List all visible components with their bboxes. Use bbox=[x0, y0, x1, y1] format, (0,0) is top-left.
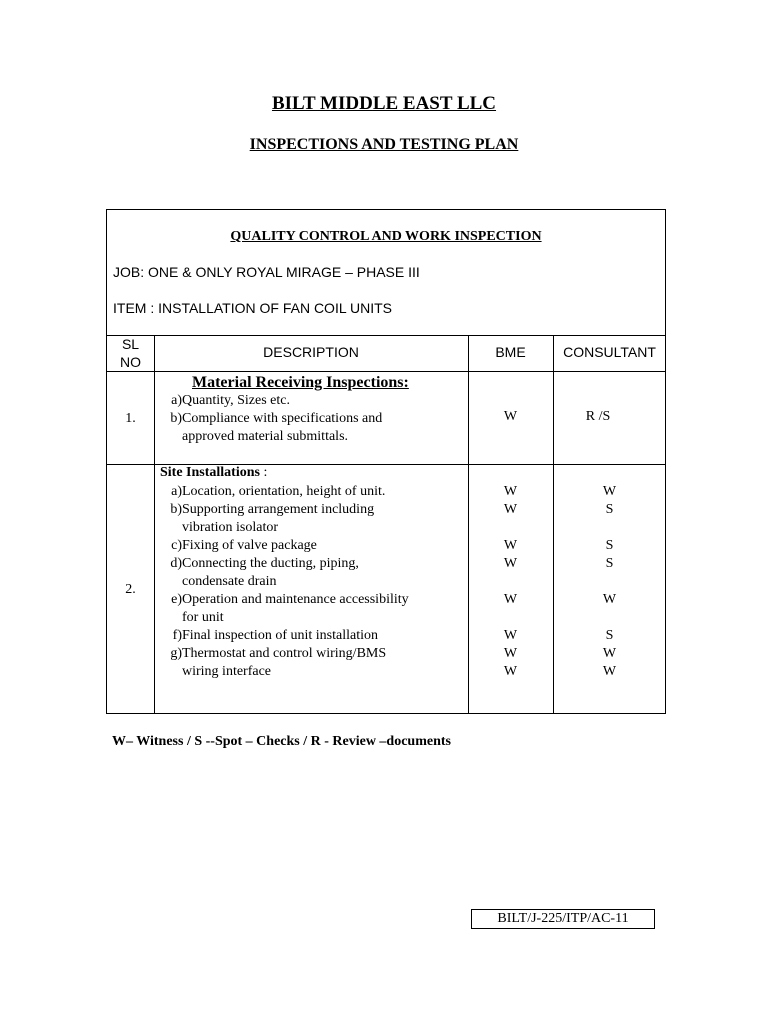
list-item-continuation: for unit bbox=[182, 610, 224, 625]
list-item-continuation: condensate drain bbox=[182, 574, 277, 589]
list-item: Fixing of valve package bbox=[182, 538, 317, 553]
document-reference: BILT/J-225/ITP/AC-11 bbox=[471, 909, 655, 929]
list-item-letter: b) bbox=[170, 411, 182, 426]
list-item-letter: e) bbox=[171, 592, 182, 607]
row-1-items bbox=[158, 392, 458, 452]
row-2-items bbox=[158, 483, 464, 683]
consultant-mark: W bbox=[602, 646, 617, 661]
header-no: NO bbox=[120, 354, 141, 370]
list-item-continuation: wiring interface bbox=[182, 664, 272, 679]
list-item: Operation and maintenance accessibility bbox=[182, 592, 409, 607]
list-item: Thermostat and control wiring/BMS bbox=[182, 646, 387, 661]
plan-title: INSPECTIONS AND TESTING PLAN bbox=[249, 136, 519, 153]
list-item: Connecting the ducting, piping, bbox=[182, 556, 359, 571]
section-title: QUALITY CONTROL AND WORK INSPECTION bbox=[230, 229, 542, 244]
header-consultant: CONSULTANT bbox=[563, 344, 656, 360]
list-item-continuation: approved material submittals. bbox=[182, 429, 349, 444]
job-line: JOB: ONE & ONLY ROYAL MIRAGE – PHASE III bbox=[113, 264, 420, 280]
company-name: BILT MIDDLE EAST LLC bbox=[271, 93, 497, 114]
consultant-mark: S bbox=[605, 556, 614, 571]
header-row-top-border bbox=[107, 335, 665, 336]
list-item: Supporting arrangement including bbox=[182, 502, 375, 517]
item-line: ITEM : INSTALLATION OF FAN COIL UNITS bbox=[113, 300, 392, 316]
bme-mark: W bbox=[503, 628, 518, 643]
row-2-consultant-column bbox=[553, 483, 666, 683]
header-row-bottom-border bbox=[107, 371, 665, 372]
row-2-title bbox=[160, 465, 267, 481]
row-2-title-text: Site Installations bbox=[160, 465, 260, 480]
list-item: Compliance with specifications and bbox=[182, 411, 383, 426]
header-description: DESCRIPTION bbox=[263, 344, 359, 360]
bme-mark: W bbox=[503, 484, 518, 499]
consultant-mark: S bbox=[605, 502, 614, 517]
consultant-mark: S bbox=[605, 628, 614, 643]
list-item-letter: g) bbox=[170, 646, 182, 661]
row-2-title-suffix: : bbox=[259, 465, 268, 480]
list-item-letter: c) bbox=[171, 538, 182, 553]
bme-mark: W bbox=[503, 646, 518, 661]
bme-mark: W bbox=[503, 592, 518, 607]
row-1-bme: W bbox=[503, 409, 518, 424]
list-item: Final inspection of unit installation bbox=[182, 628, 378, 643]
row-1-consultant: R /S bbox=[585, 409, 611, 424]
row-2-sl: 2. bbox=[125, 582, 136, 597]
list-item-letter: a) bbox=[171, 484, 182, 499]
row-2-bme-column bbox=[468, 483, 553, 683]
header-bme: BME bbox=[495, 344, 526, 360]
bme-mark: W bbox=[503, 502, 518, 517]
legend: W– Witness / S --Spot – Checks / R - Review –documents bbox=[112, 734, 451, 749]
bme-mark: W bbox=[503, 556, 518, 571]
list-item: Quantity, Sizes etc. bbox=[182, 393, 290, 408]
list-item-letter: d) bbox=[170, 556, 182, 571]
list-item-continuation: vibration isolator bbox=[182, 520, 279, 535]
list-item-letter: f) bbox=[172, 628, 182, 643]
consultant-mark: W bbox=[602, 592, 617, 607]
bme-mark: W bbox=[503, 664, 518, 679]
row-1-title: Material Receiving Inspections: bbox=[192, 374, 409, 391]
list-item-letter: b) bbox=[170, 502, 182, 517]
column-divider-1 bbox=[154, 335, 155, 713]
consultant-mark: W bbox=[602, 664, 617, 679]
row-1-sl: 1. bbox=[125, 411, 136, 426]
bme-mark: W bbox=[503, 538, 518, 553]
list-item-letter: a) bbox=[171, 393, 182, 408]
consultant-mark: W bbox=[602, 484, 617, 499]
header-sl: SL bbox=[121, 336, 140, 352]
consultant-mark: S bbox=[605, 538, 614, 553]
list-item: Location, orientation, height of unit. bbox=[182, 484, 386, 499]
